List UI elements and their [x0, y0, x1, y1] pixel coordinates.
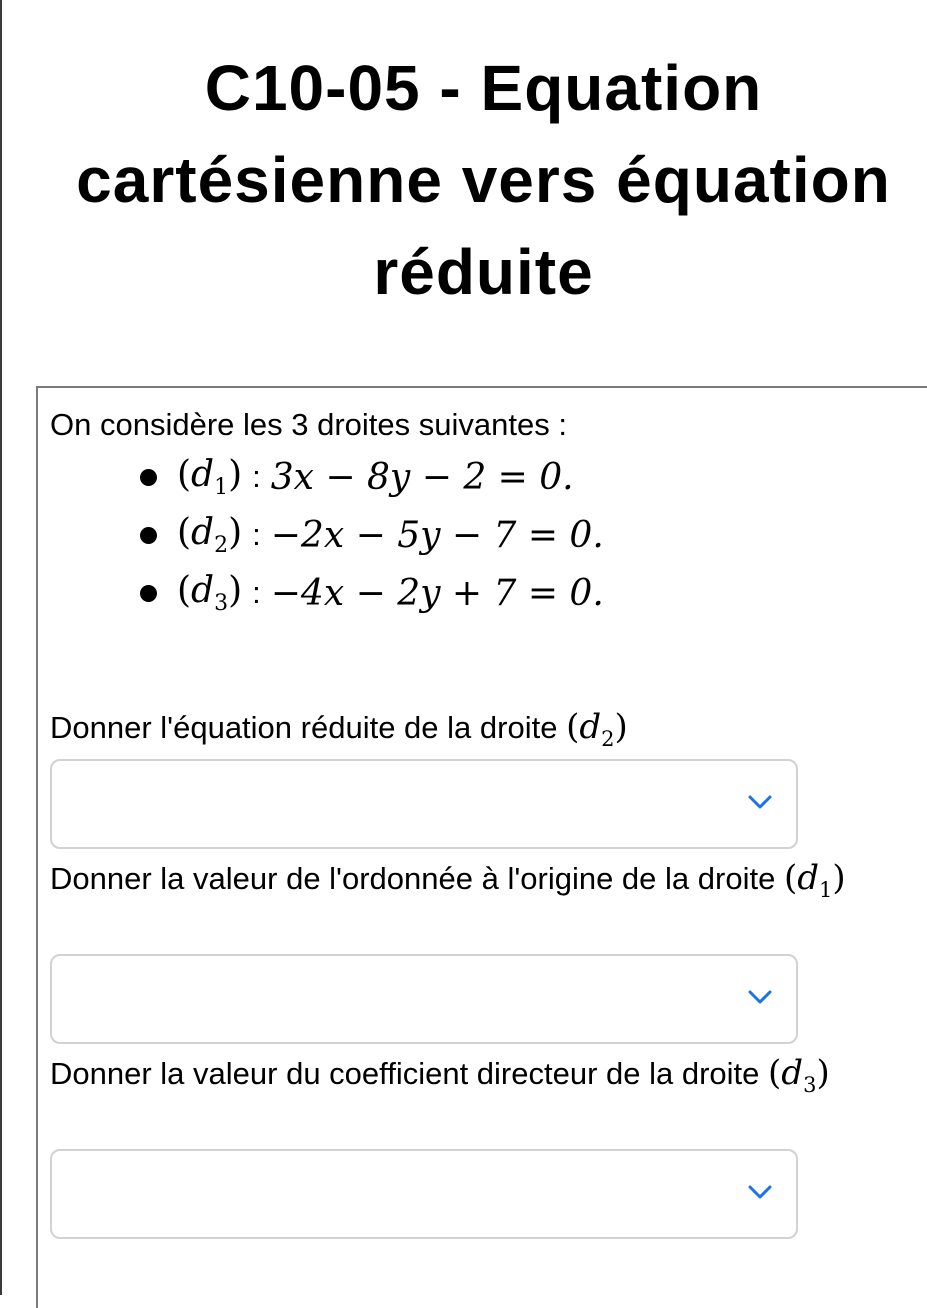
list-item: $(d_2)$ : −2x − 5y − 7 = 0.	[140, 506, 604, 564]
list-item: $(d_3)$ : −4x − 2y + 7 = 0.	[140, 564, 604, 622]
chevron-down-icon	[748, 1185, 772, 1199]
chevron-down-icon	[748, 795, 772, 809]
bullet-icon	[140, 527, 157, 544]
line-label: $(d_1)$	[177, 453, 243, 501]
intro-text: On considère les 3 droites suivantes :	[50, 407, 567, 442]
bullet-icon	[140, 469, 157, 486]
question-line-label: $(d_2)$	[566, 707, 628, 751]
chevron-down-icon	[748, 990, 772, 1004]
question-3	[50, 1050, 910, 1108]
question-2	[50, 855, 910, 913]
line-equation: 3x − 8y − 2 = 0.	[270, 456, 574, 498]
answer-select-1[interactable]	[50, 759, 798, 849]
list-item: $(d_1)$ : 3x − 8y − 2 = 0.	[140, 448, 604, 506]
question-text: Donner la valeur du coefficient directeur de la droite	[50, 1056, 760, 1091]
question-text: Donner la valeur de l'ordonnée à l'origine de la droite	[50, 861, 776, 896]
lines-list	[140, 448, 604, 622]
line-equation: −2x − 5y − 7 = 0.	[270, 514, 604, 556]
line-label: $(d_3)$	[177, 569, 243, 617]
left-border	[0, 0, 2, 1295]
line-label: $(d_2)$	[177, 511, 243, 559]
answer-select-3[interactable]	[50, 1149, 798, 1239]
question-text: Donner l'équation réduite de la droite	[50, 710, 558, 745]
question-line-label: $(d_1)$	[783, 858, 846, 902]
page-title: C10-05 - Equation cartésienne vers équation réduite	[76, 52, 891, 308]
question-line-label: $(d_3)$	[768, 1053, 830, 1097]
bullet-icon	[140, 585, 157, 602]
line-equation: −4x − 2y + 7 = 0.	[270, 572, 604, 614]
answer-select-2[interactable]	[50, 954, 798, 1044]
question-1	[50, 704, 910, 762]
